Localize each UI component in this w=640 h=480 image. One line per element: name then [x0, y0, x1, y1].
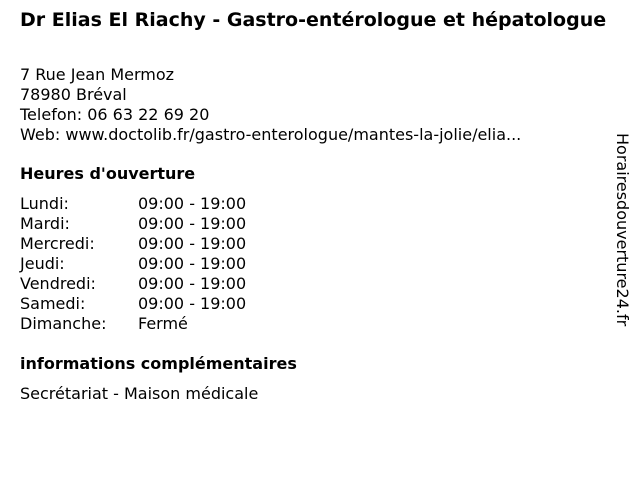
brand-watermark: Horairesdouverture24.fr	[613, 133, 632, 327]
time-value: 09:00 - 19:00	[138, 194, 247, 213]
day-label: Mercredi:	[20, 234, 95, 253]
day-label: Mardi:	[20, 214, 70, 233]
website-line[interactable]: Web: www.doctolib.fr/gastro-enterologue/mantes-la-jolie/elia...	[20, 125, 522, 144]
time-value: 09:00 - 19:00	[138, 294, 247, 313]
day-label: Jeudi:	[20, 254, 65, 273]
additional-info-heading: informations complémentaires	[20, 354, 297, 373]
time-value: 09:00 - 19:00	[138, 234, 247, 253]
phone-line[interactable]: Telefon: 06 63 22 69 20	[20, 105, 210, 124]
business-title: Dr Elias El Riachy - Gastro-entérologue et hépatologue	[20, 9, 607, 31]
time-value: 09:00 - 19:00	[138, 274, 247, 293]
day-label: Vendredi:	[20, 274, 96, 293]
day-label: Dimanche:	[20, 314, 107, 333]
contact-block	[20, 65, 521, 145]
address-street: 7 Rue Jean Mermoz	[20, 65, 175, 84]
opening-hours-heading: Heures d'ouverture	[20, 164, 196, 183]
time-value: 09:00 - 19:00	[138, 254, 247, 273]
address-city: 78980 Bréval	[20, 85, 127, 104]
time-value: 09:00 - 19:00	[138, 214, 247, 233]
time-value: Fermé	[138, 314, 188, 333]
day-label: Lundi:	[20, 194, 69, 213]
additional-info-text: Secrétariat - Maison médicale	[20, 384, 259, 403]
day-label: Samedi:	[20, 294, 86, 313]
